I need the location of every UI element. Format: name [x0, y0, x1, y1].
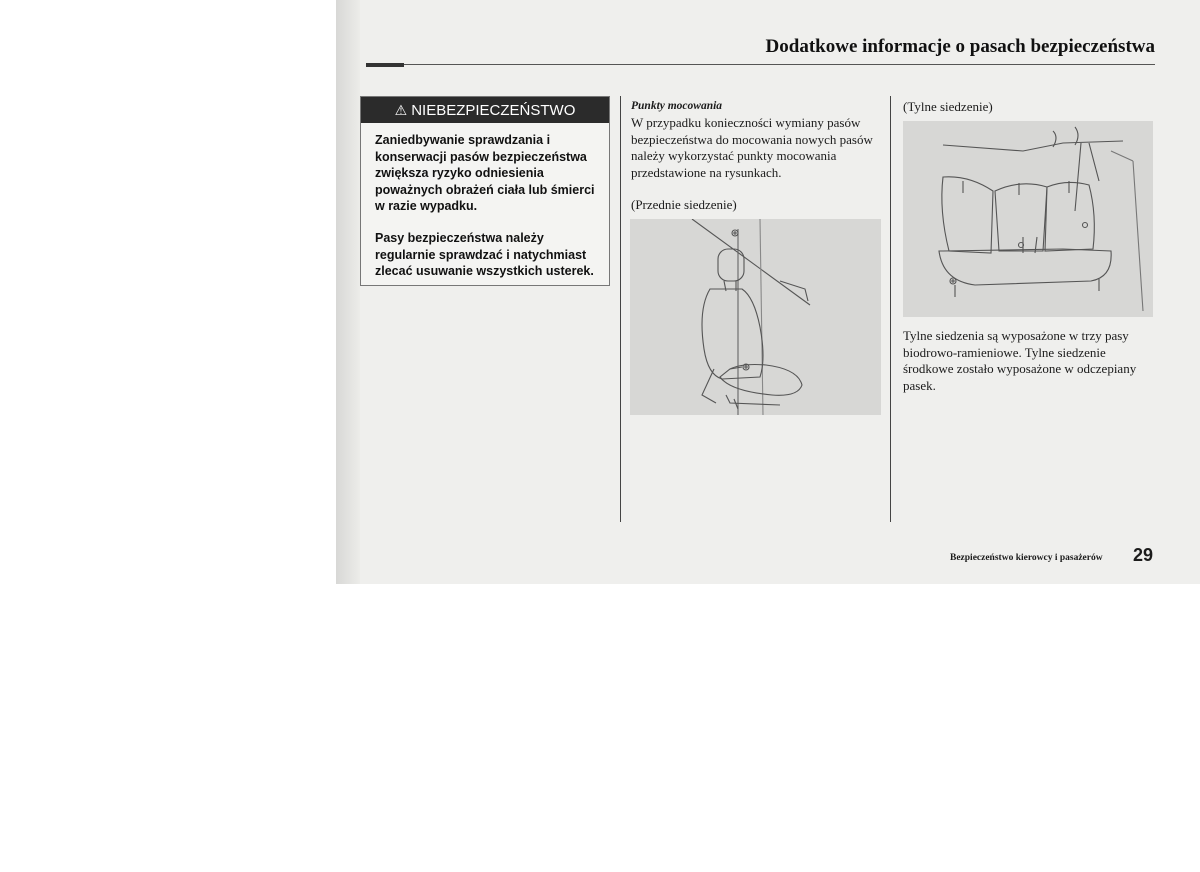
- rear-seat-label: (Tylne siedzenie): [903, 99, 993, 114]
- anchor-points-text: W przypadku konieczności wymiany pasów bezpieczeństwa do mocowania nowych pasów należy wykorzystać punkty mocowania przedstawione na rysunkach.: [631, 115, 873, 180]
- manual-page: [336, 0, 1200, 584]
- column-divider-1: [620, 96, 621, 522]
- warning-paragraph-1: Zaniedbywanie sprawdzania i konserwacji pasów bezpieczeństwa zwiększa ryzyko odniesienia poważnych obrażeń ciała lub śmierci w razie wypadku.: [375, 133, 595, 213]
- rear-seat-text: Tylne siedzenia są wyposażone w trzy pasy biodrowo-ramieniowe. Tylne siedzenie środkowe zostało wyposażone w odczepiany pasek.: [903, 328, 1137, 393]
- front-seat-illustration: [630, 219, 881, 415]
- warning-triangle-icon: ⚠: [394, 101, 408, 118]
- warning-heading: NIEBEZPIECZEŃSTWO: [411, 101, 576, 119]
- danger-warning-box: [360, 96, 610, 286]
- footer-section-title: Bezpieczeństwo kierowcy i pasażerów: [950, 553, 1103, 563]
- rear-seat-illustration: [903, 121, 1153, 317]
- warning-paragraph-2: Pasy bezpieczeństwa należy regularnie sprawdzać i natychmiast zlecać usuwanie wszystkich usterek.: [375, 231, 594, 278]
- column-divider-2: [890, 96, 891, 522]
- warning-header: [361, 97, 609, 123]
- header-rule: [366, 64, 1155, 65]
- page-title: Dodatkowe informacje o pasach bezpieczeństwa: [765, 36, 1155, 57]
- anchor-points-subtitle: Punkty mocowania: [631, 100, 723, 112]
- header-rule-accent: [366, 63, 404, 67]
- front-seat-label: (Przednie siedzenie): [631, 197, 737, 212]
- page-number: 29: [1133, 545, 1154, 565]
